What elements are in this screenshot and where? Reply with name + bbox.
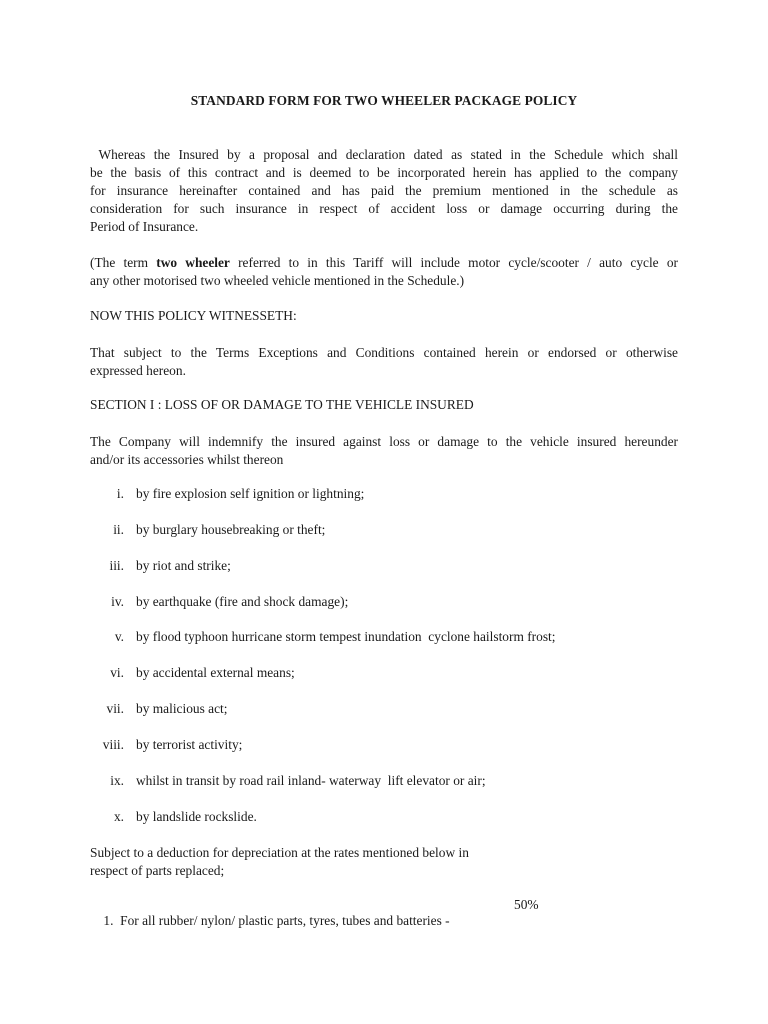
preamble-line: for insurance hereinafter contained and has paid the premium mentioned in the schedule as [90,183,678,198]
terms-line: expressed hereon. [90,363,186,378]
list-item-text: by earthquake (fire and shock damage); [136,594,349,609]
definition-text: referred to in this Tariff will include motor cycle/scooter / auto cycle or [229,255,678,270]
preamble-line: consideration for such insurance in respect of accident loss or damage occurring during the [90,201,678,216]
list-item-text: whilst in transit by road rail inland- waterway lift elevator or air; [136,773,486,788]
list-item-number: v. [114,629,124,644]
depreciation-line: respect of parts replaced; [90,863,225,878]
definition-line [90,254,678,272]
list-item-number: i. [116,486,124,501]
indemnity-line: and/or its accessories whilst thereon [90,452,284,467]
list-item-number: x. [113,809,124,824]
list-item-text: by riot and strike; [136,558,231,573]
terms-line: That subject to the Terms Exceptions and Conditions contained herein or endorsed or otherwise [90,345,678,360]
depreciation-line: Subject to a deduction for depreciation at the rates mentioned below in [90,845,469,860]
two-wheeler-term: two wheeler [156,255,230,270]
list-item-number: iv. [111,594,124,609]
indemnity-paragraph [90,433,678,469]
list-item-number: iii. [109,558,124,573]
depreciation-rate-row [90,897,678,961]
preamble-line: be the basis of this contract and is deemed to be incorporated herein has applied to the company [90,165,678,180]
list-item-number: vi. [110,665,124,680]
preamble-paragraph [90,146,678,236]
list-item-text: by landslide rockslide. [136,809,257,824]
two-wheeler-definition-paragraph [90,254,678,290]
list-item [90,809,690,827]
depreciation-paragraph [90,844,678,880]
preamble-line: Whereas the Insured by a proposal and declaration dated as stated in the Schedule which shall [90,147,678,162]
list-item-text: by fire explosion self ignition or lightning; [136,486,365,501]
list-item [90,594,690,612]
list-item [90,486,690,504]
list-item [90,558,690,576]
document-title: STANDARD FORM FOR TWO WHEELER PACKAGE POLICY [190,93,578,108]
list-item [90,629,690,647]
list-item [90,701,690,719]
depreciation-rate-value: 50% [514,897,539,912]
list-item-number: vii. [106,701,124,716]
list-item [90,737,690,755]
list-item-text: by burglary housebreaking or theft; [136,522,326,537]
definition-text: (The term [90,255,157,270]
list-item [90,773,690,791]
witness-heading: NOW THIS POLICY WITNESSETH: [90,308,297,323]
list-item [90,522,690,540]
list-item-text: by terrorist activity; [136,737,243,752]
list-item-number: ix. [110,773,124,788]
indemnity-line: The Company will indemnify the insured against loss or damage to the vehicle insured hereunder [90,434,678,449]
depreciation-rate-label: 1. For all rubber/ nylon/ plastic parts, tyres, tubes and batteries - [103,913,450,928]
terms-paragraph [90,344,678,380]
definition-line: any other motorised two wheeled vehicle mentioned in the Schedule.) [90,273,465,288]
list-item-number: ii. [113,522,124,537]
list-item-text: by accidental external means; [136,665,295,680]
preamble-line: Period of Insurance. [90,219,199,234]
list-item [90,665,690,683]
list-item-text: by flood typhoon hurricane storm tempest inundation cyclone hailstorm frost; [136,629,556,644]
list-item-number: viii. [102,737,124,752]
section-heading: SECTION I : LOSS OF OR DAMAGE TO THE VEHICLE INSURED [90,397,474,412]
list-item-text: by malicious act; [136,701,228,716]
